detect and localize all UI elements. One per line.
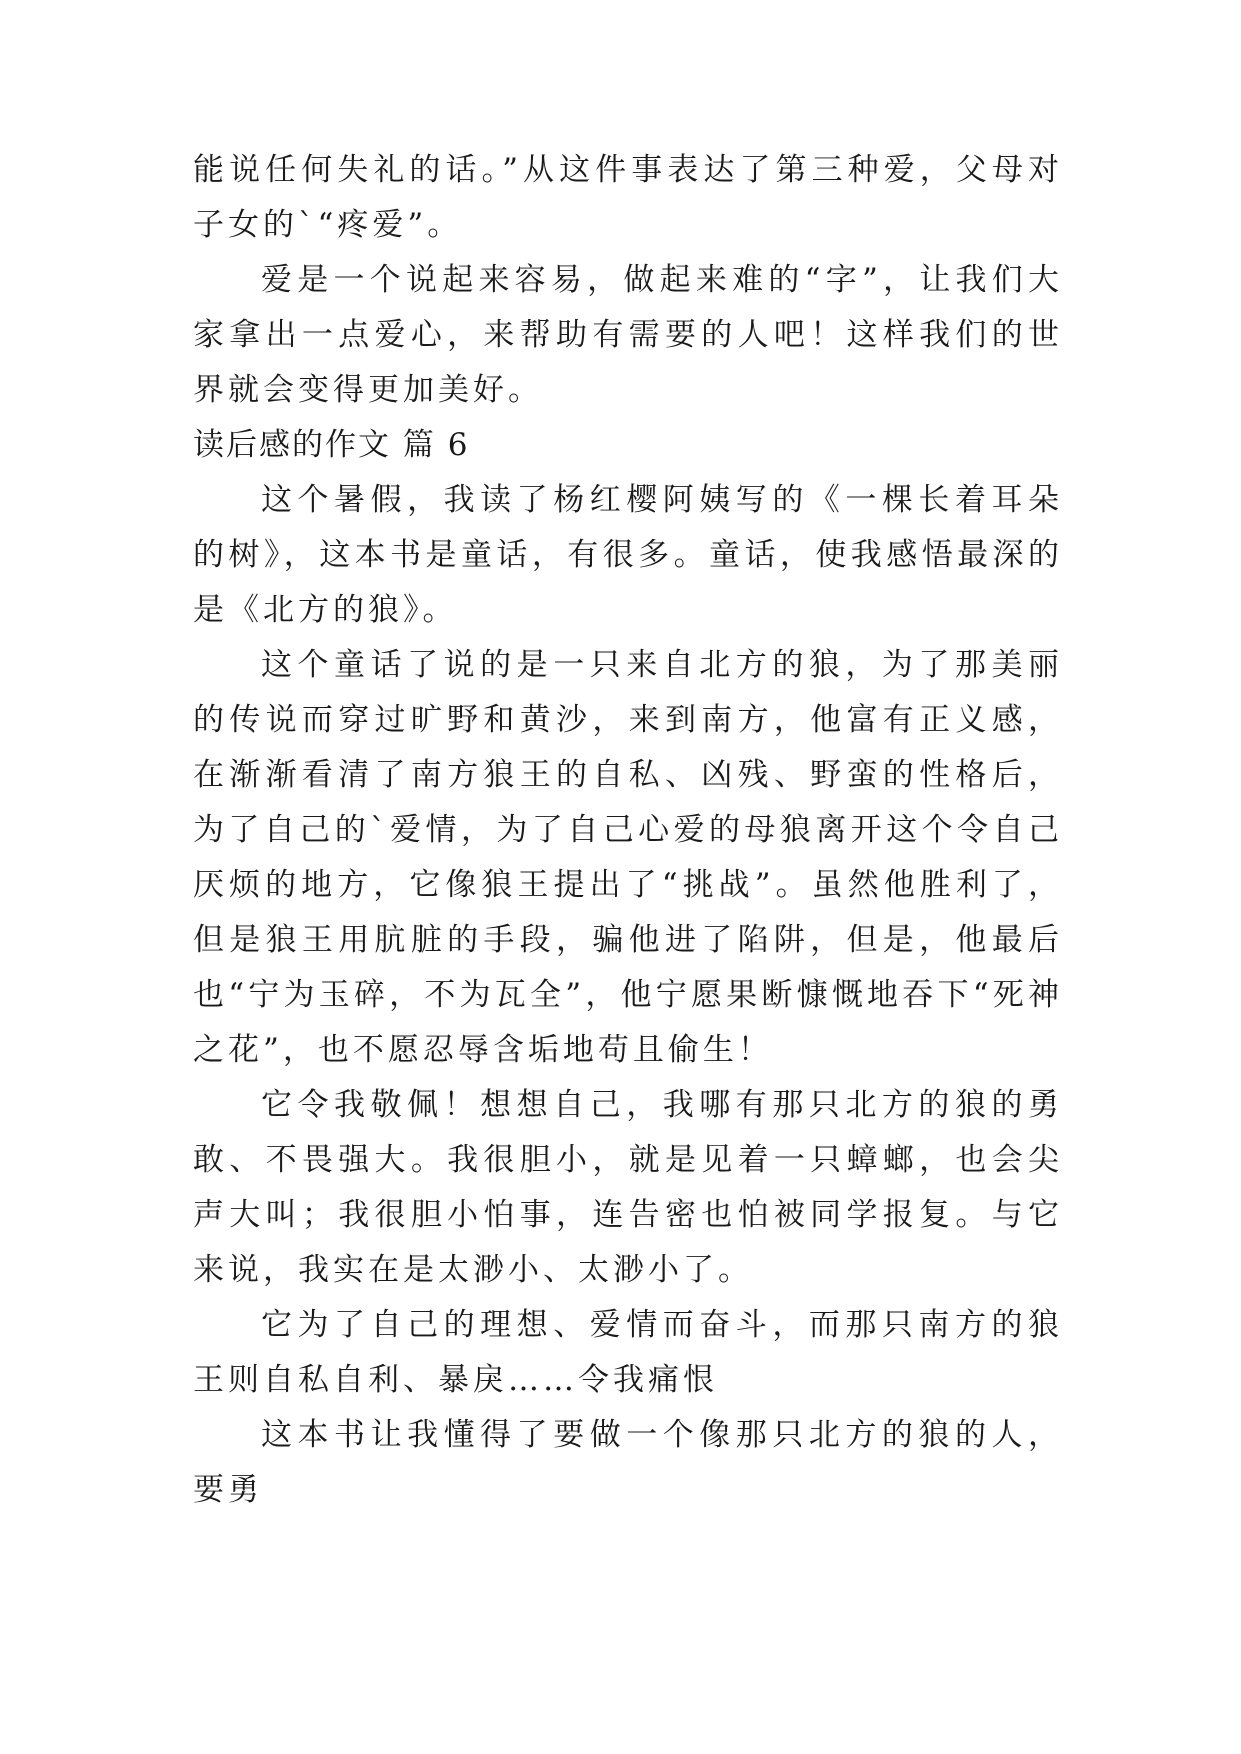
- document-body: [193, 143, 1063, 1518]
- paragraph-story-summary: 这个童话了说的是一只来自北方的狼，为了那美丽的传说而穿过旷野和黄沙，来到南方，他富有正义感，在渐渐看清了南方狼王的自私、凶残、野蛮的性格后，为了自己的`爱情，为了自己心爱的母狼离开这个令自己厌烦的地方，它像狼王提出了“挑战”。虽然他胜利了，但是狼王用肮脏的手段，骗他进了陷阱，但是，他最后也“宁为玉碎，不为瓦全”，他宁愿果断慷慨地吞下“死神之花”，也不愿忍辱含垢地苟且偷生！: [193, 647, 1063, 1068]
- paragraph-admiration: 它令我敬佩！想想自己，我哪有那只北方的狼的勇敢、不畏强大。我很胆小，就是见着一只蟑螂，也会尖声大叫；我很胆小怕事，连告密也怕被同学报复。与它来说，我实在是太渺小、太渺小了。: [193, 1087, 1063, 1288]
- paragraph-lesson: 这本书让我懂得了要做一个像那只北方的狼的人，要勇: [193, 1417, 1063, 1508]
- paragraph-love: 爱是一个说起来容易，做起来难的“字”，让我们大家拿出一点爱心，来帮助有需要的人吧！这样我们的世界就会变得更加美好。: [193, 262, 1063, 408]
- section-heading: 读后感的作文 篇 6: [193, 427, 470, 463]
- paragraph-summer-reading: 这个暑假，我读了杨红樱阿姨写的《一棵长着耳朵的树》，这本书是童话，有很多。童话，使我感悟最深的是《北方的狼》。: [193, 482, 1063, 628]
- paragraph-continuation: 能说任何失礼的话。”从这件事表达了第三种爱，父母对子女的`“疼爱”。: [193, 152, 1063, 243]
- paragraph-contrast: 它为了自己的理想、爱情而奋斗，而那只南方的狼王则自私自利、暴戾……令我痛恨: [193, 1307, 1063, 1398]
